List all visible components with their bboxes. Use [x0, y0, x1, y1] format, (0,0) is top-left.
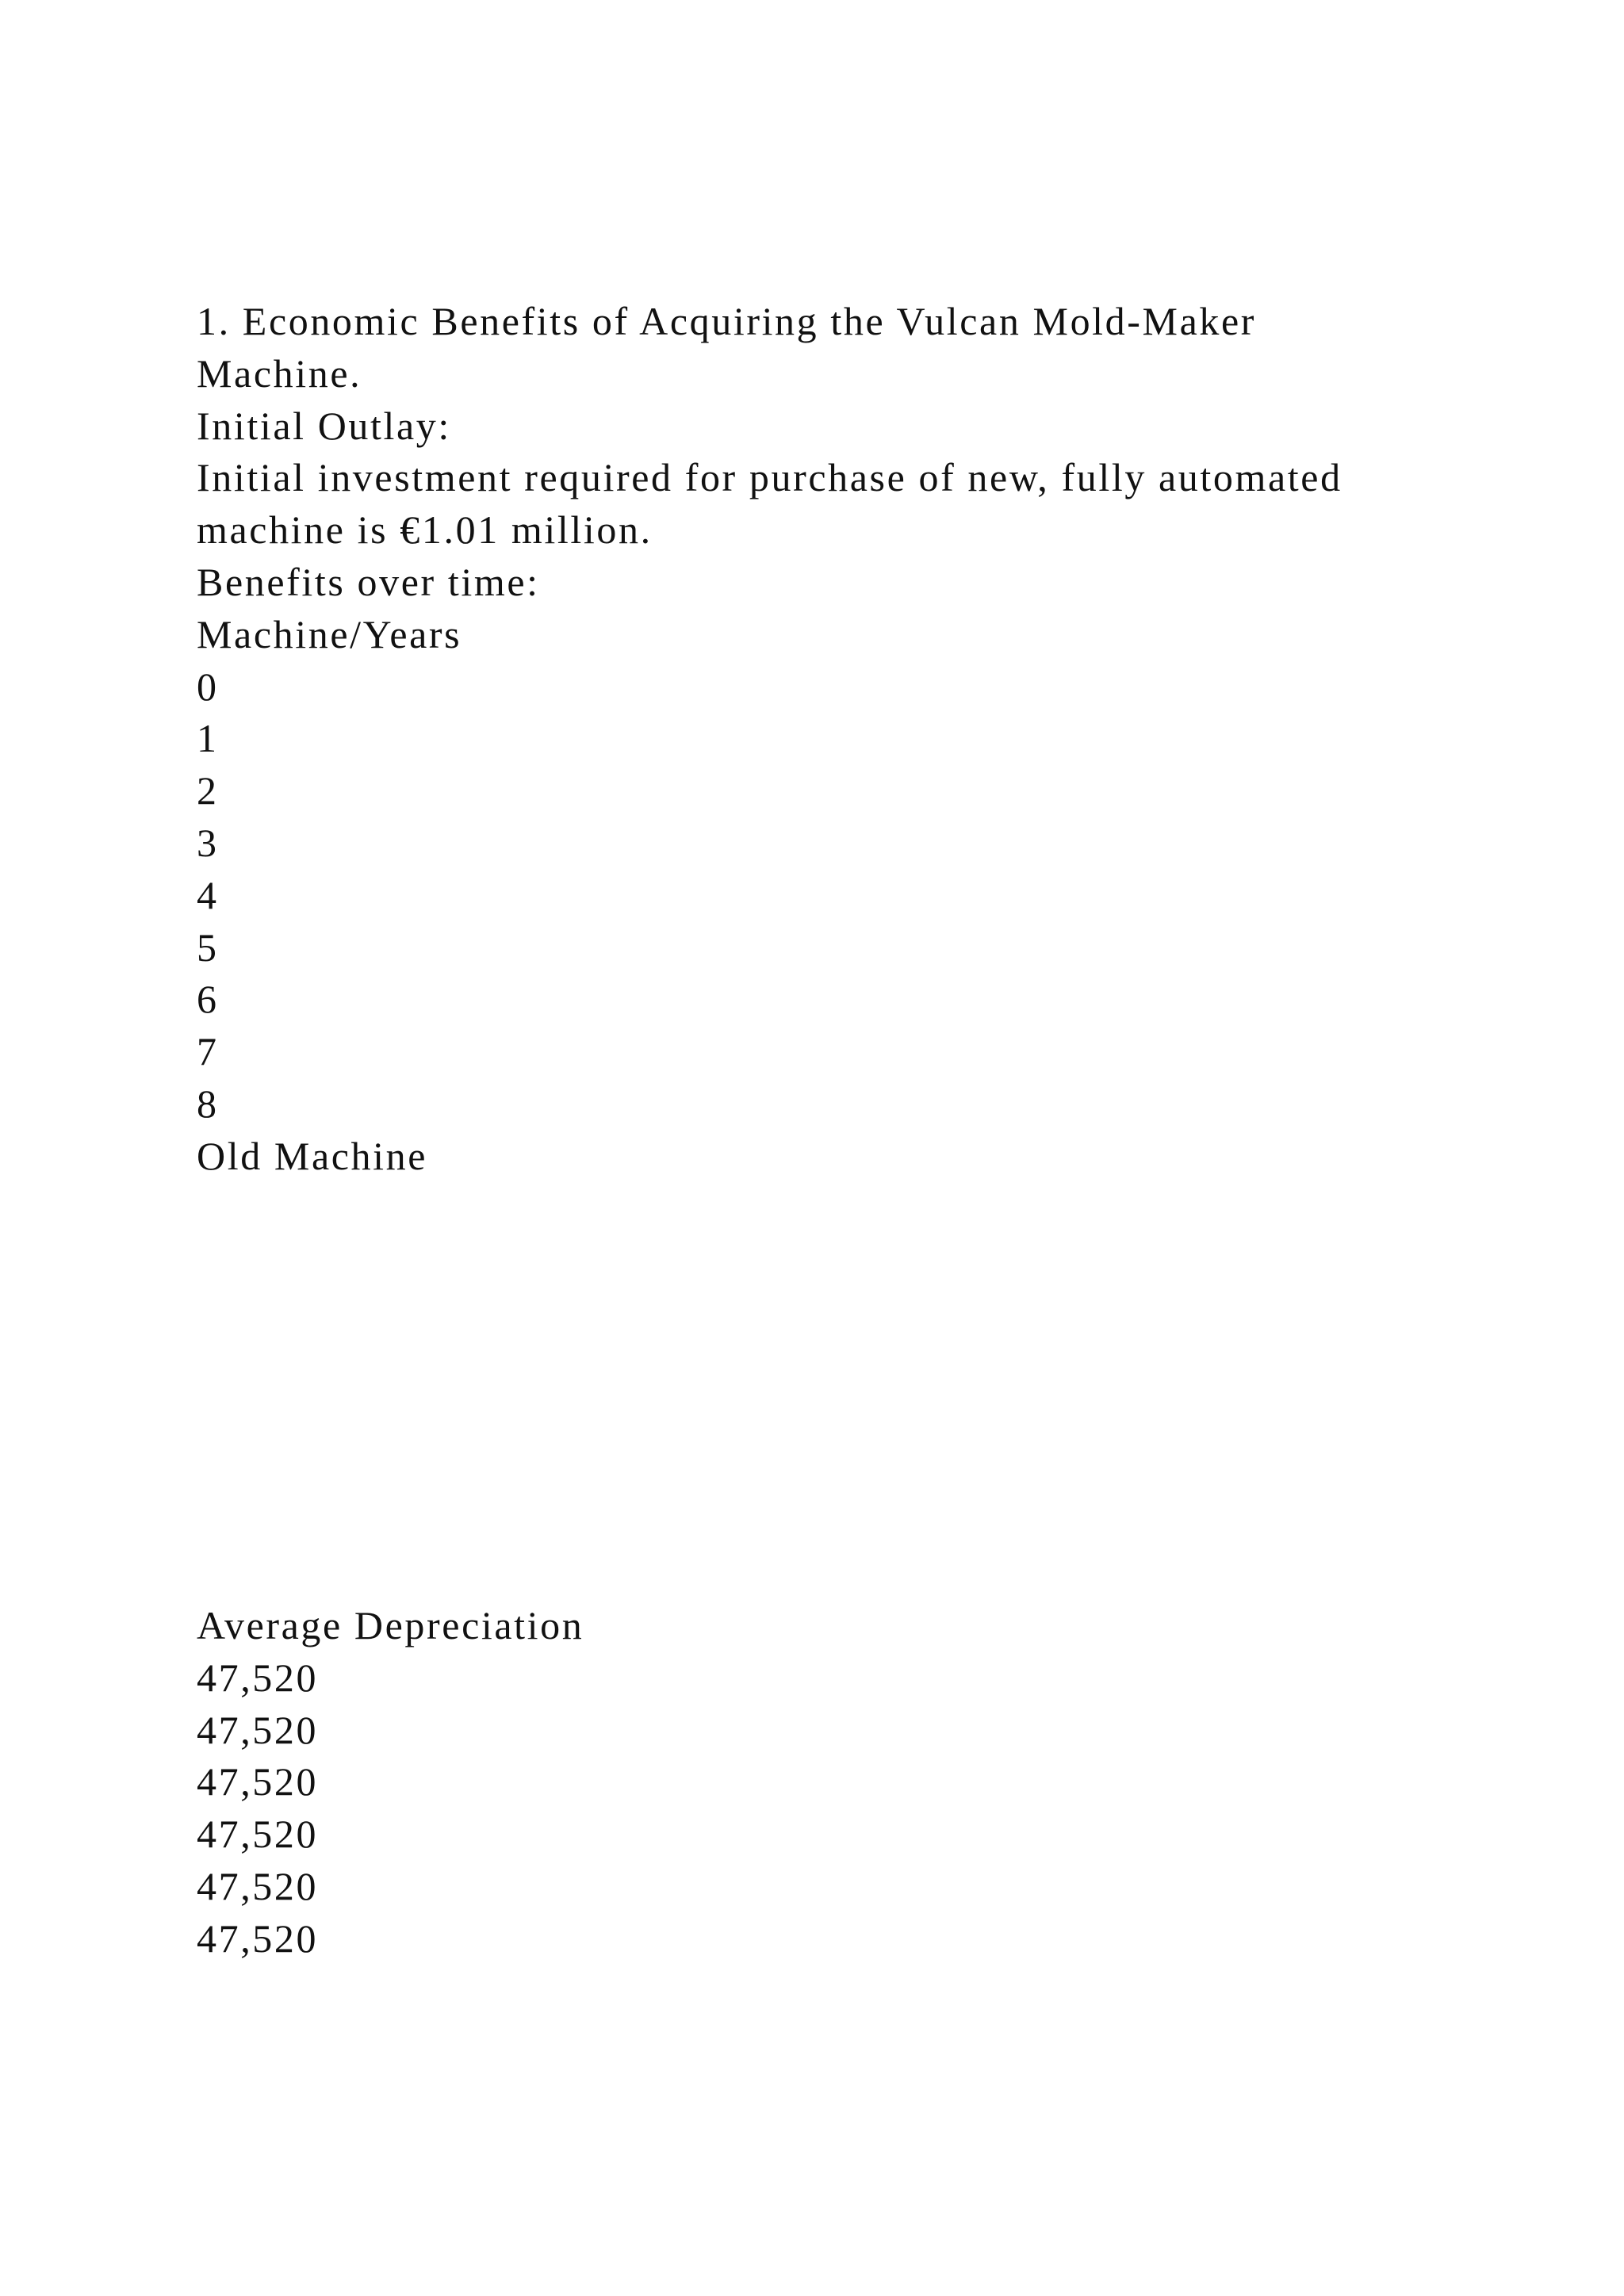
year-value: 2 — [197, 768, 219, 813]
year-value: 0 — [197, 664, 219, 709]
depreciation-value: 47,520 — [197, 1812, 319, 1857]
investment-text-continued: machine is €1.01 million. — [197, 507, 653, 553]
year-value: 5 — [197, 924, 219, 970]
depreciation-value: 47,520 — [197, 1863, 319, 1908]
table-header-machine-years: Machine/Years — [197, 611, 462, 656]
year-value: 6 — [197, 977, 219, 1022]
depreciation-value: 47,520 — [197, 1655, 319, 1700]
section-heading-continued: Machine. — [197, 350, 362, 396]
document-top-section — [197, 296, 1342, 1183]
benefits-label: Benefits over time: — [197, 559, 540, 604]
depreciation-value: 47,520 — [197, 1915, 319, 1961]
average-depreciation-label: Average Depreciation — [197, 1603, 584, 1647]
document-depreciation-section — [197, 1600, 584, 1965]
old-machine-label: Old Machine — [197, 1133, 428, 1178]
initial-outlay-label: Initial Outlay: — [197, 403, 451, 448]
investment-text: Initial investment required for purchase of new, fully automated — [197, 455, 1342, 500]
depreciation-value: 47,520 — [197, 1707, 319, 1752]
depreciation-value: 47,520 — [197, 1759, 319, 1804]
section-heading: 1. Economic Benefits of Acquiring the Vulcan Mold-Maker — [197, 299, 1257, 343]
year-value: 1 — [197, 716, 219, 761]
year-value: 4 — [197, 872, 219, 917]
year-value: 7 — [197, 1029, 219, 1074]
year-value: 3 — [197, 820, 219, 865]
year-value: 8 — [197, 1081, 219, 1126]
